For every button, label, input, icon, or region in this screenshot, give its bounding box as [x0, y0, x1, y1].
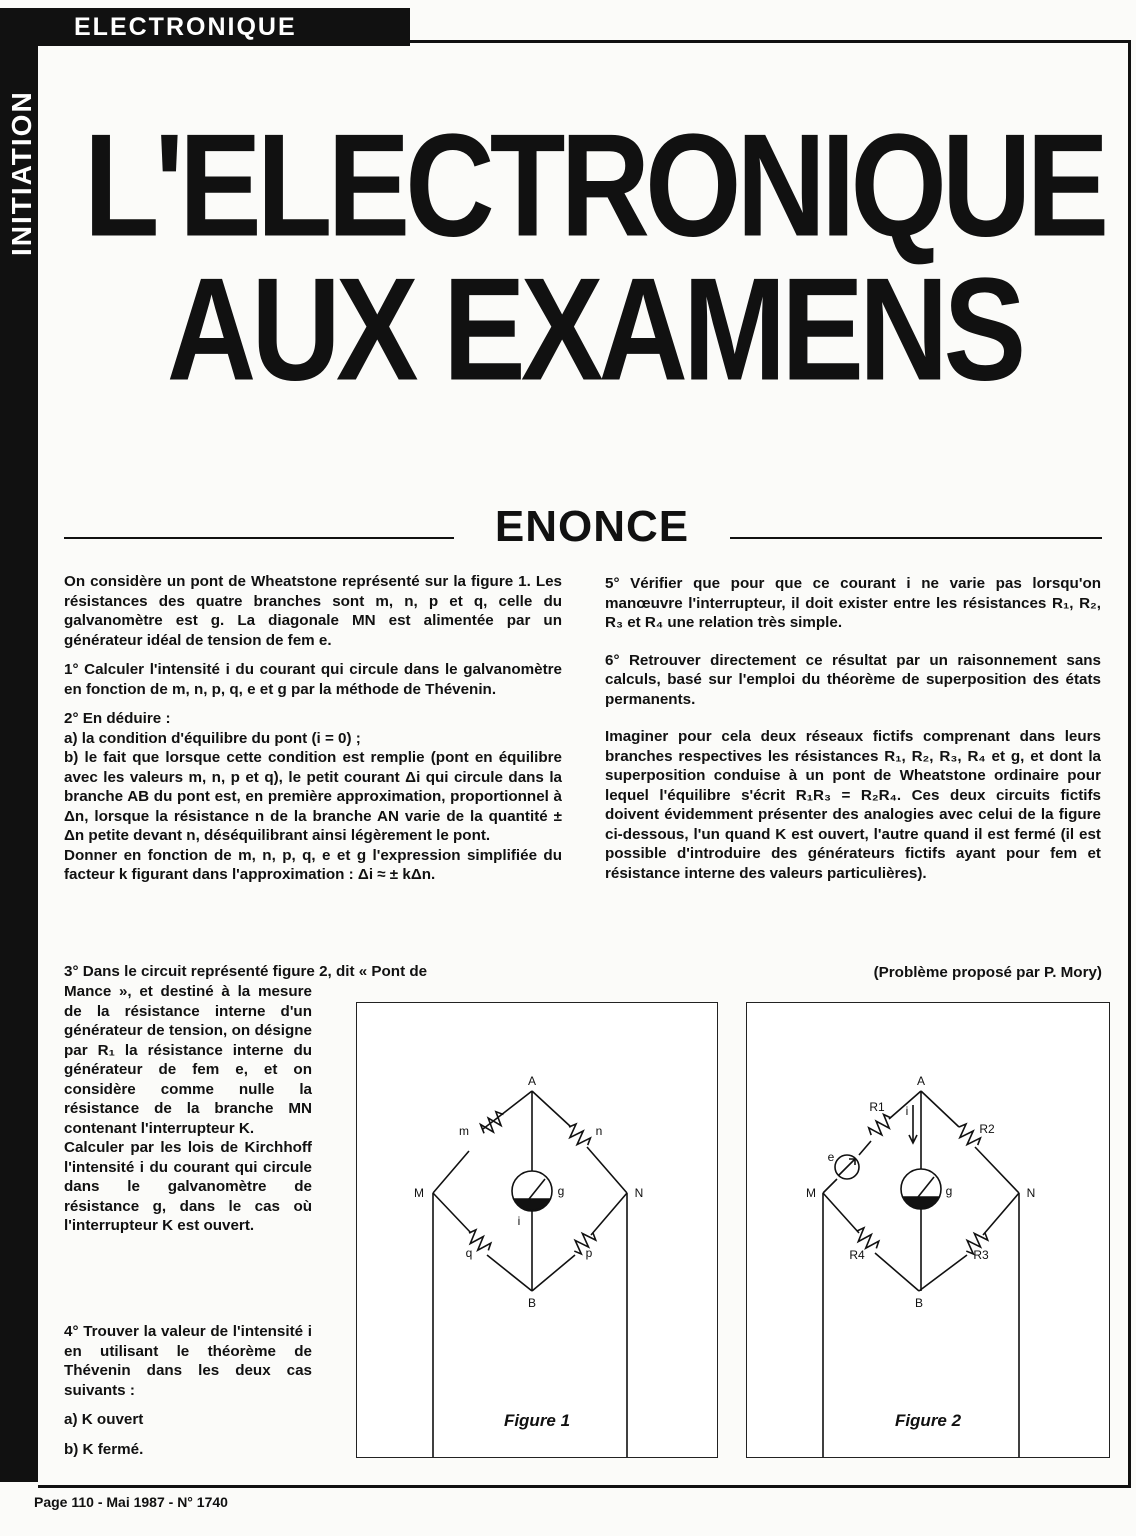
question-1: 1° Calculer l'intensité i du courant qui circule dans le galvanomètre en fonction de m, n, p, q, e et g par la méthode de Thévenin.: [64, 661, 562, 698]
question-5: 5° Vérifier que pour que ce courant i ne varie pas lorsqu'on manœuvre l'interrupteur, il doit exister entre les résistances R₁, R₂, R₃ et R₄ une relation très simple.: [605, 575, 1101, 631]
label-r1: R1: [869, 1100, 885, 1114]
label-m: m: [459, 1124, 469, 1138]
question-4-a: a) K ouvert: [64, 1411, 144, 1428]
label-B: B: [914, 1296, 924, 1310]
label-e: e: [827, 1150, 835, 1164]
subtitle: ENONCE: [494, 502, 690, 551]
question-3-body: [64, 982, 312, 1236]
label-A: A: [527, 1074, 537, 1088]
galvanometer-fill: [903, 1197, 939, 1208]
label-N: N: [634, 1186, 644, 1200]
label-B: B: [527, 1296, 537, 1310]
galvanometer-fill: [514, 1199, 550, 1210]
label-N: N: [1026, 1186, 1036, 1200]
rule-right: [730, 537, 1102, 539]
question-6-detail: Imaginer pour cela deux réseaux fictifs comprenant dans leurs branches respectives les résistances R₁, R₂, R₃, R₄ et g, et dont la superposition conduise à un pont de Wheatstone ordinaire pour lequel l'équilibre s'écrit R₁R₃ = R₂R₄. Ces deux circuits fictifs doivent évidemment présenter des analogies avec celui de la figure ci-dessous, l'un quand K est ouvert, l'autre quand il est fermé (il est possible d'introduire des générateurs fictifs ayant pour fem et résistance interne des valeurs particulières).: [605, 728, 1101, 882]
label-g: g: [557, 1184, 565, 1198]
label-r3: R3: [973, 1248, 989, 1262]
label-g: g: [945, 1184, 953, 1198]
figure-2-diagram: [747, 1003, 1109, 1457]
question-2-b: b) le fait que lorsque cette condition est remplie (pont en équilibre avec les valeurs m, n, p et q), le petit courant Δi qui circule dans la branche AB du pont est, en première approximation, proportionnel à Δn, lorsque la résistance n de la branche AN varie de la quantité ± Δn petite devant n, déséquilibrant ainsi légèrement le pont.: [64, 749, 562, 844]
question-2-c: Donner en fonction de m, n, p, q, e et g l'expression simplifiée du facteur k figurant dans l'approximation : Δi ≈ ± kΔn.: [64, 846, 562, 883]
question-3-head: 3° Dans le circuit représenté figure 2, dit « Pont de: [64, 963, 428, 980]
question-4-head: 4° Trouver la valeur de l'intensité i en utilisant le théorème de Thévenin dans les deux cas suivants :: [64, 1323, 312, 1399]
rule-left: [64, 537, 454, 539]
label-q: q: [465, 1246, 473, 1260]
wire-bottom-left: [433, 1193, 532, 1291]
figure-1: [356, 1002, 718, 1458]
page-footer: Page 110 - Mai 1987 - N° 1740: [34, 1494, 228, 1510]
left-column: [64, 572, 562, 885]
intro-paragraph: On considère un pont de Wheatstone représenté sur la figure 1. Les résistances des quatre branches sont m, n, p et q, celle du galvanomètre est g. La diagonale MN est alimentée par un générateur idéal de tension de fem e.: [64, 573, 562, 649]
label-M: M: [414, 1186, 424, 1200]
label-r4: R4: [849, 1248, 865, 1262]
question-2-a: a) la condition d'équilibre du pont (i = 0) ;: [64, 729, 361, 747]
label-i: i: [517, 1214, 521, 1228]
figure-1-diagram: [357, 1003, 717, 1457]
question-2-head: 2° En déduire :: [64, 710, 171, 727]
question-3-text: Mance », et destiné à la mesure de la résistance interne d'un générateur de tension, on désigne par R₁ la résistance interne du générateur de fem e, et on considère comme nulle la résistance de la branche MN contenant l'interrupteur K.: [64, 983, 312, 1137]
figure-2-caption: Figure 2: [894, 1411, 962, 1430]
question-3-kirchhoff: Calculer par les lois de Kirchhoff l'intensité i du courant qui circule dans le galvanomètre de résistance g, dans le cas où l'interrupteur K est ouvert.: [64, 1139, 312, 1234]
attribution: (Problème proposé par P. Mory): [873, 964, 1102, 981]
figure-1-caption: Figure 1: [503, 1411, 571, 1430]
label-M: M: [806, 1186, 816, 1200]
title-line-1: L'ELECTRONIQUE: [83, 104, 1105, 268]
right-column: [605, 574, 1101, 893]
label-A: A: [916, 1074, 926, 1088]
section-label: ELECTRONIQUE: [74, 13, 297, 41]
label-p: p: [585, 1246, 593, 1260]
wire-bottom-left: [823, 1193, 919, 1291]
label-i: i: [905, 1104, 909, 1118]
resistor-n: [564, 1122, 592, 1150]
question-4-b: b) K fermé.: [64, 1440, 144, 1458]
side-label: INITIATION: [6, 90, 37, 256]
question-4: [64, 1322, 312, 1469]
label-r2: R2: [979, 1122, 995, 1136]
label-n: n: [595, 1124, 603, 1138]
question-6: 6° Retrouver directement ce résultat par un raisonnement sans calculs, basé sur l'emploi du théorème de superposition des états permanents.: [605, 651, 1101, 708]
current-arrow: [909, 1105, 917, 1143]
title-line-2: AUX EXAMENS: [166, 248, 1022, 412]
figure-2: [746, 1002, 1110, 1458]
